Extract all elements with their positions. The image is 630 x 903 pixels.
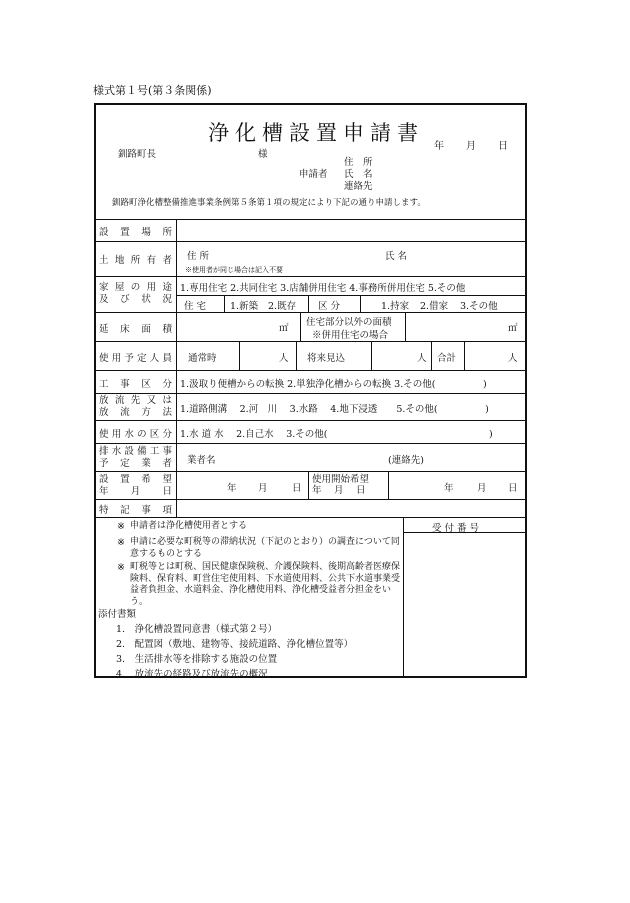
cell-rule	[224, 295, 225, 312]
date-month: 月	[466, 141, 476, 152]
note-mark: ※	[117, 521, 125, 532]
label-column-rule	[176, 219, 177, 517]
applicant-label: 申請者	[299, 169, 328, 180]
attachments-title: 添付書類	[98, 609, 137, 620]
cell-rule	[388, 471, 389, 499]
form-id: 様式第１号(第３条関係)	[93, 84, 212, 97]
intro-text: 釧路町浄化槽整備推進事業条例第５条第１項の規定により下記の通り申請します。	[112, 198, 426, 208]
start-date-label	[312, 474, 386, 496]
cell-rule	[239, 341, 240, 370]
row-rule	[94, 499, 527, 500]
table-top-rule	[94, 219, 527, 220]
usage-label	[99, 282, 172, 306]
usage-label-line1: 家屋の用途	[99, 282, 172, 293]
discharge-label-line2: 放流方法	[99, 407, 172, 418]
remarks-label: 特記事項	[99, 505, 172, 516]
form-title: 浄化槽設置申請書	[208, 121, 424, 145]
date-year: 年	[434, 141, 444, 152]
owner-note: ※使用者が同じ場合は記入不要	[185, 266, 283, 274]
discharge-options: 1.道路側溝 2.河 川 3.水路 4.地下浸透 5.その他( )	[180, 404, 489, 415]
cell-rule	[308, 471, 309, 499]
house-label: 住 宅	[184, 301, 207, 312]
usage-options: 1.専用住宅 2.共同住宅 3.店舗併用住宅 4.事務所併用住宅 5.その他	[180, 283, 466, 294]
attachment-item: 1. 浄化槽設置同意書（様式第２号）	[116, 624, 278, 635]
water-source-options: 1.水 道 水 2.自己水 3.その他( )	[180, 429, 493, 440]
discharge-label	[99, 395, 172, 419]
addressee: 釧路町長	[118, 149, 157, 160]
work-type-options: 1.汲取り便槽からの転換 2.単独浄化槽からの転換 3.その他( )	[180, 379, 487, 390]
attachment-item: 4. 放流先の経路及び放流先の概況	[116, 669, 268, 680]
house-option-new: 1.新築	[230, 301, 259, 312]
attachment-item: 2. 配置図（敷地、建物等、接続道路、浄化槽位置等）	[116, 639, 354, 650]
users-total-unit: 人	[508, 353, 518, 364]
row-rule	[94, 341, 527, 342]
install-year: 年	[227, 483, 237, 494]
name-label: 氏 名	[344, 169, 373, 180]
cell-rule	[464, 341, 465, 370]
cell-rule	[431, 341, 432, 370]
other-area-unit: ㎡	[508, 323, 518, 334]
install-day: 日	[292, 483, 302, 494]
note-text: 町税等とは町税、国民健康保険税、介護保険料、後期高齢者医療保険料、保育料、町営住宅使用料、下水道使用料、公共下水道事業受益者負担金、水道料金、浄化槽使用料、浄化槽受益者分担金をいう。	[130, 562, 401, 607]
row-rule	[94, 370, 527, 371]
row-rule	[94, 420, 527, 421]
discharge-label-line1: 放流先又は	[99, 395, 172, 406]
cell-rule	[405, 312, 406, 341]
users-future-unit: 人	[417, 353, 427, 364]
contact-label: 連絡先	[344, 181, 373, 192]
start-month: 月	[477, 483, 487, 494]
cell-rule	[360, 295, 361, 312]
row-rule	[94, 312, 527, 313]
row-rule	[94, 517, 527, 518]
cell-rule	[300, 312, 301, 341]
usage-label-line2: 及び状況	[99, 294, 172, 305]
note-mark: ※	[117, 537, 125, 548]
date-day: 日	[498, 141, 508, 152]
users-label: 使用予定人員	[99, 353, 172, 364]
contractor-label-line2: 予定業者	[99, 458, 172, 469]
contractor-company-label: 業者名	[187, 455, 216, 466]
honorific: 様	[258, 149, 268, 160]
other-area-label-line2: ※併用住宅の場合	[312, 330, 389, 341]
division-label: 区 分	[318, 301, 341, 312]
receipt-number-label: 受 付 番 号	[432, 523, 480, 534]
row-rule	[94, 393, 527, 394]
owner-address-label: 住 所	[187, 251, 210, 262]
owner-name-label: 氏 名	[385, 251, 408, 262]
start-date-label-line2: 年 月 日	[312, 485, 366, 496]
division-option-own: 1.持家	[381, 301, 410, 312]
floor-area-label: 延床面積	[99, 324, 172, 335]
cell-rule	[296, 341, 297, 370]
row-rule	[94, 241, 527, 242]
start-day: 日	[508, 483, 518, 494]
install-date-label-line2: 年 月 日	[99, 486, 172, 497]
receipt-box-rule	[403, 517, 404, 678]
install-date-label	[99, 474, 172, 498]
users-normal-unit: 人	[279, 353, 289, 364]
house-option-existing: 2.既存	[268, 301, 297, 312]
install-date-label-line1: 設置希望	[99, 474, 172, 485]
cell-rule	[308, 295, 309, 312]
note-mark: ※	[117, 562, 125, 573]
start-year: 年	[444, 483, 454, 494]
users-normal-label: 通常時	[188, 353, 217, 364]
water-source-label: 使用水の区分	[99, 429, 172, 440]
address-label: 住 所	[344, 157, 373, 168]
contractor-label	[99, 446, 172, 470]
note-text: 申請に必要な町税等の滞納状況（下記のとおり）の調査について同意するものとする	[130, 537, 400, 559]
users-future-label: 将来見込	[307, 353, 346, 364]
other-area-label-line1: 住宅部分以外の面積	[306, 317, 392, 328]
contractor-contact-label: (連絡先)	[388, 455, 424, 466]
cell-rule	[371, 341, 372, 370]
users-total-label: 合計	[437, 353, 457, 364]
row-rule	[176, 295, 527, 296]
owner-label: 土地所有者	[99, 255, 172, 266]
work-type-label: 工事区分	[99, 379, 172, 390]
division-option-other: 3.その他	[460, 301, 498, 312]
install-month: 月	[258, 483, 268, 494]
row-rule	[94, 276, 527, 277]
location-label: 設置場所	[99, 227, 172, 238]
contractor-label-line1: 排水設備工事	[99, 446, 172, 457]
note-text: 申請者は浄化槽使用者とする	[130, 521, 248, 531]
start-date-label-line1: 使用開始希望	[312, 474, 370, 485]
division-option-rent: 2.借家	[420, 301, 449, 312]
attachment-item: 3. 生活排水等を排除する施設の位置	[116, 654, 278, 665]
row-rule	[94, 471, 527, 472]
row-rule	[94, 443, 527, 444]
floor-area-unit: ㎡	[279, 323, 289, 334]
